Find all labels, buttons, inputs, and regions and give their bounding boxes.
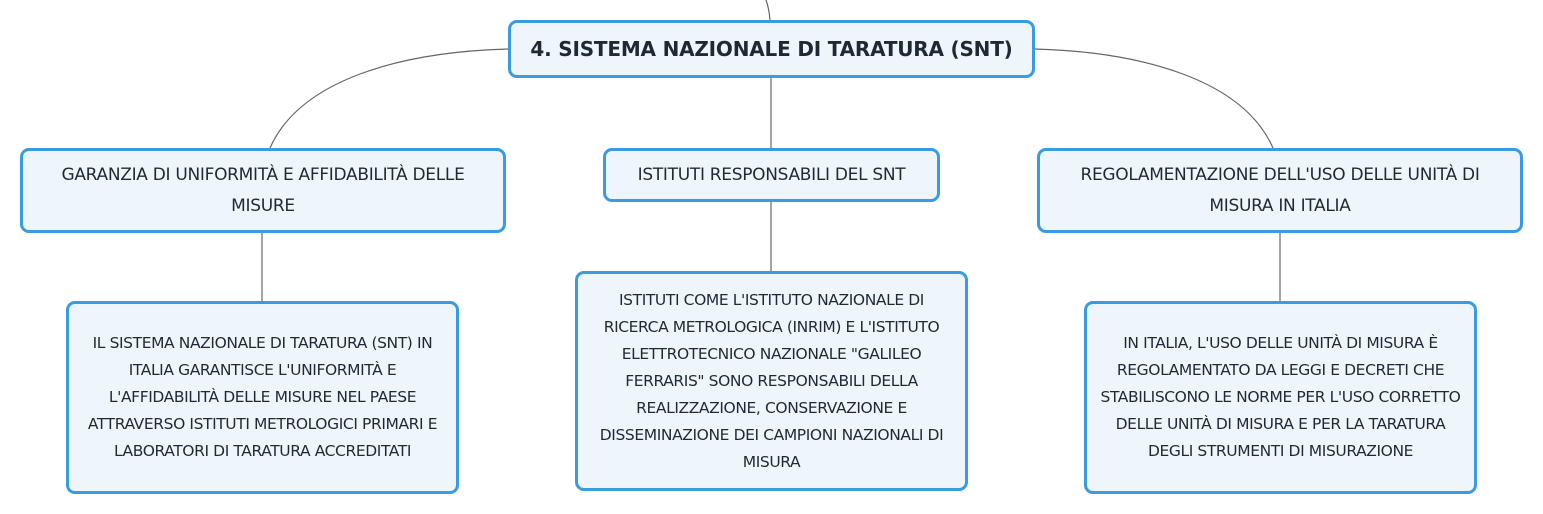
connector-from-parent	[766, 0, 770, 20]
branch-topic-label: ISTITUTI RESPONSABILI DEL SNT	[637, 164, 906, 185]
leaf-topic-institutes-detail[interactable]	[575, 271, 968, 491]
branch-topic-label: GARANZIA DI UNIFORMITÀ E AFFIDABILITÀ DELLE MISURE	[61, 164, 465, 216]
leaf-topic-regulation-detail[interactable]	[1084, 301, 1477, 494]
leaf-topic-text: ISTITUTI COME L'ISTITUTO NAZIONALE DI RICERCA METROLOGICA (INRIM) E L'ISTITUTO ELETTROTECNICO NAZIONALE "GALILEO FERRARIS" SONO RESPONSABILI DELLA REALIZZAZIONE, CONSERVAZIONE E DISSEMINAZIONE DEI CAMPIONI NAZIONALI DI MISURA	[599, 290, 944, 471]
leaf-topic-uniformity-detail[interactable]	[66, 301, 459, 494]
branch-topic-regulation[interactable]	[1037, 148, 1523, 233]
connector-root-to-branch-1	[270, 49, 508, 148]
branch-topic-institutes[interactable]	[603, 148, 940, 202]
root-topic[interactable]	[508, 20, 1035, 78]
root-topic-label: 4. SISTEMA NAZIONALE DI TARATURA (SNT)	[530, 37, 1013, 61]
leaf-topic-text: IN ITALIA, L'USO DELLE UNITÀ DI MISURA È REGOLAMENTATO DA LEGGI E DECRETI CHE STABILISCONO LE NORME PER L'USO CORRETTO DELLE UNITÀ DI MISURA E PER LA TARATURA DEGLI STRUMENTI DI MISURAZIONE	[1100, 334, 1461, 460]
branch-topic-label: REGOLAMENTAZIONE DELL'USO DELLE UNITÀ DI MISURA IN ITALIA	[1080, 164, 1480, 216]
leaf-topic-text: IL SISTEMA NAZIONALE DI TARATURA (SNT) IN ITALIA GARANTISCE L'UNIFORMITÀ E L'AFFIDABILITÀ DELLE MISURE NEL PAESE ATTRAVERSO ISTITUTI METROLOGICI PRIMARI E LABORATORI DI TARATURA ACCREDITATI	[87, 334, 438, 460]
branch-topic-uniformity[interactable]	[20, 148, 506, 233]
connector-root-to-branch-3	[1035, 49, 1273, 148]
